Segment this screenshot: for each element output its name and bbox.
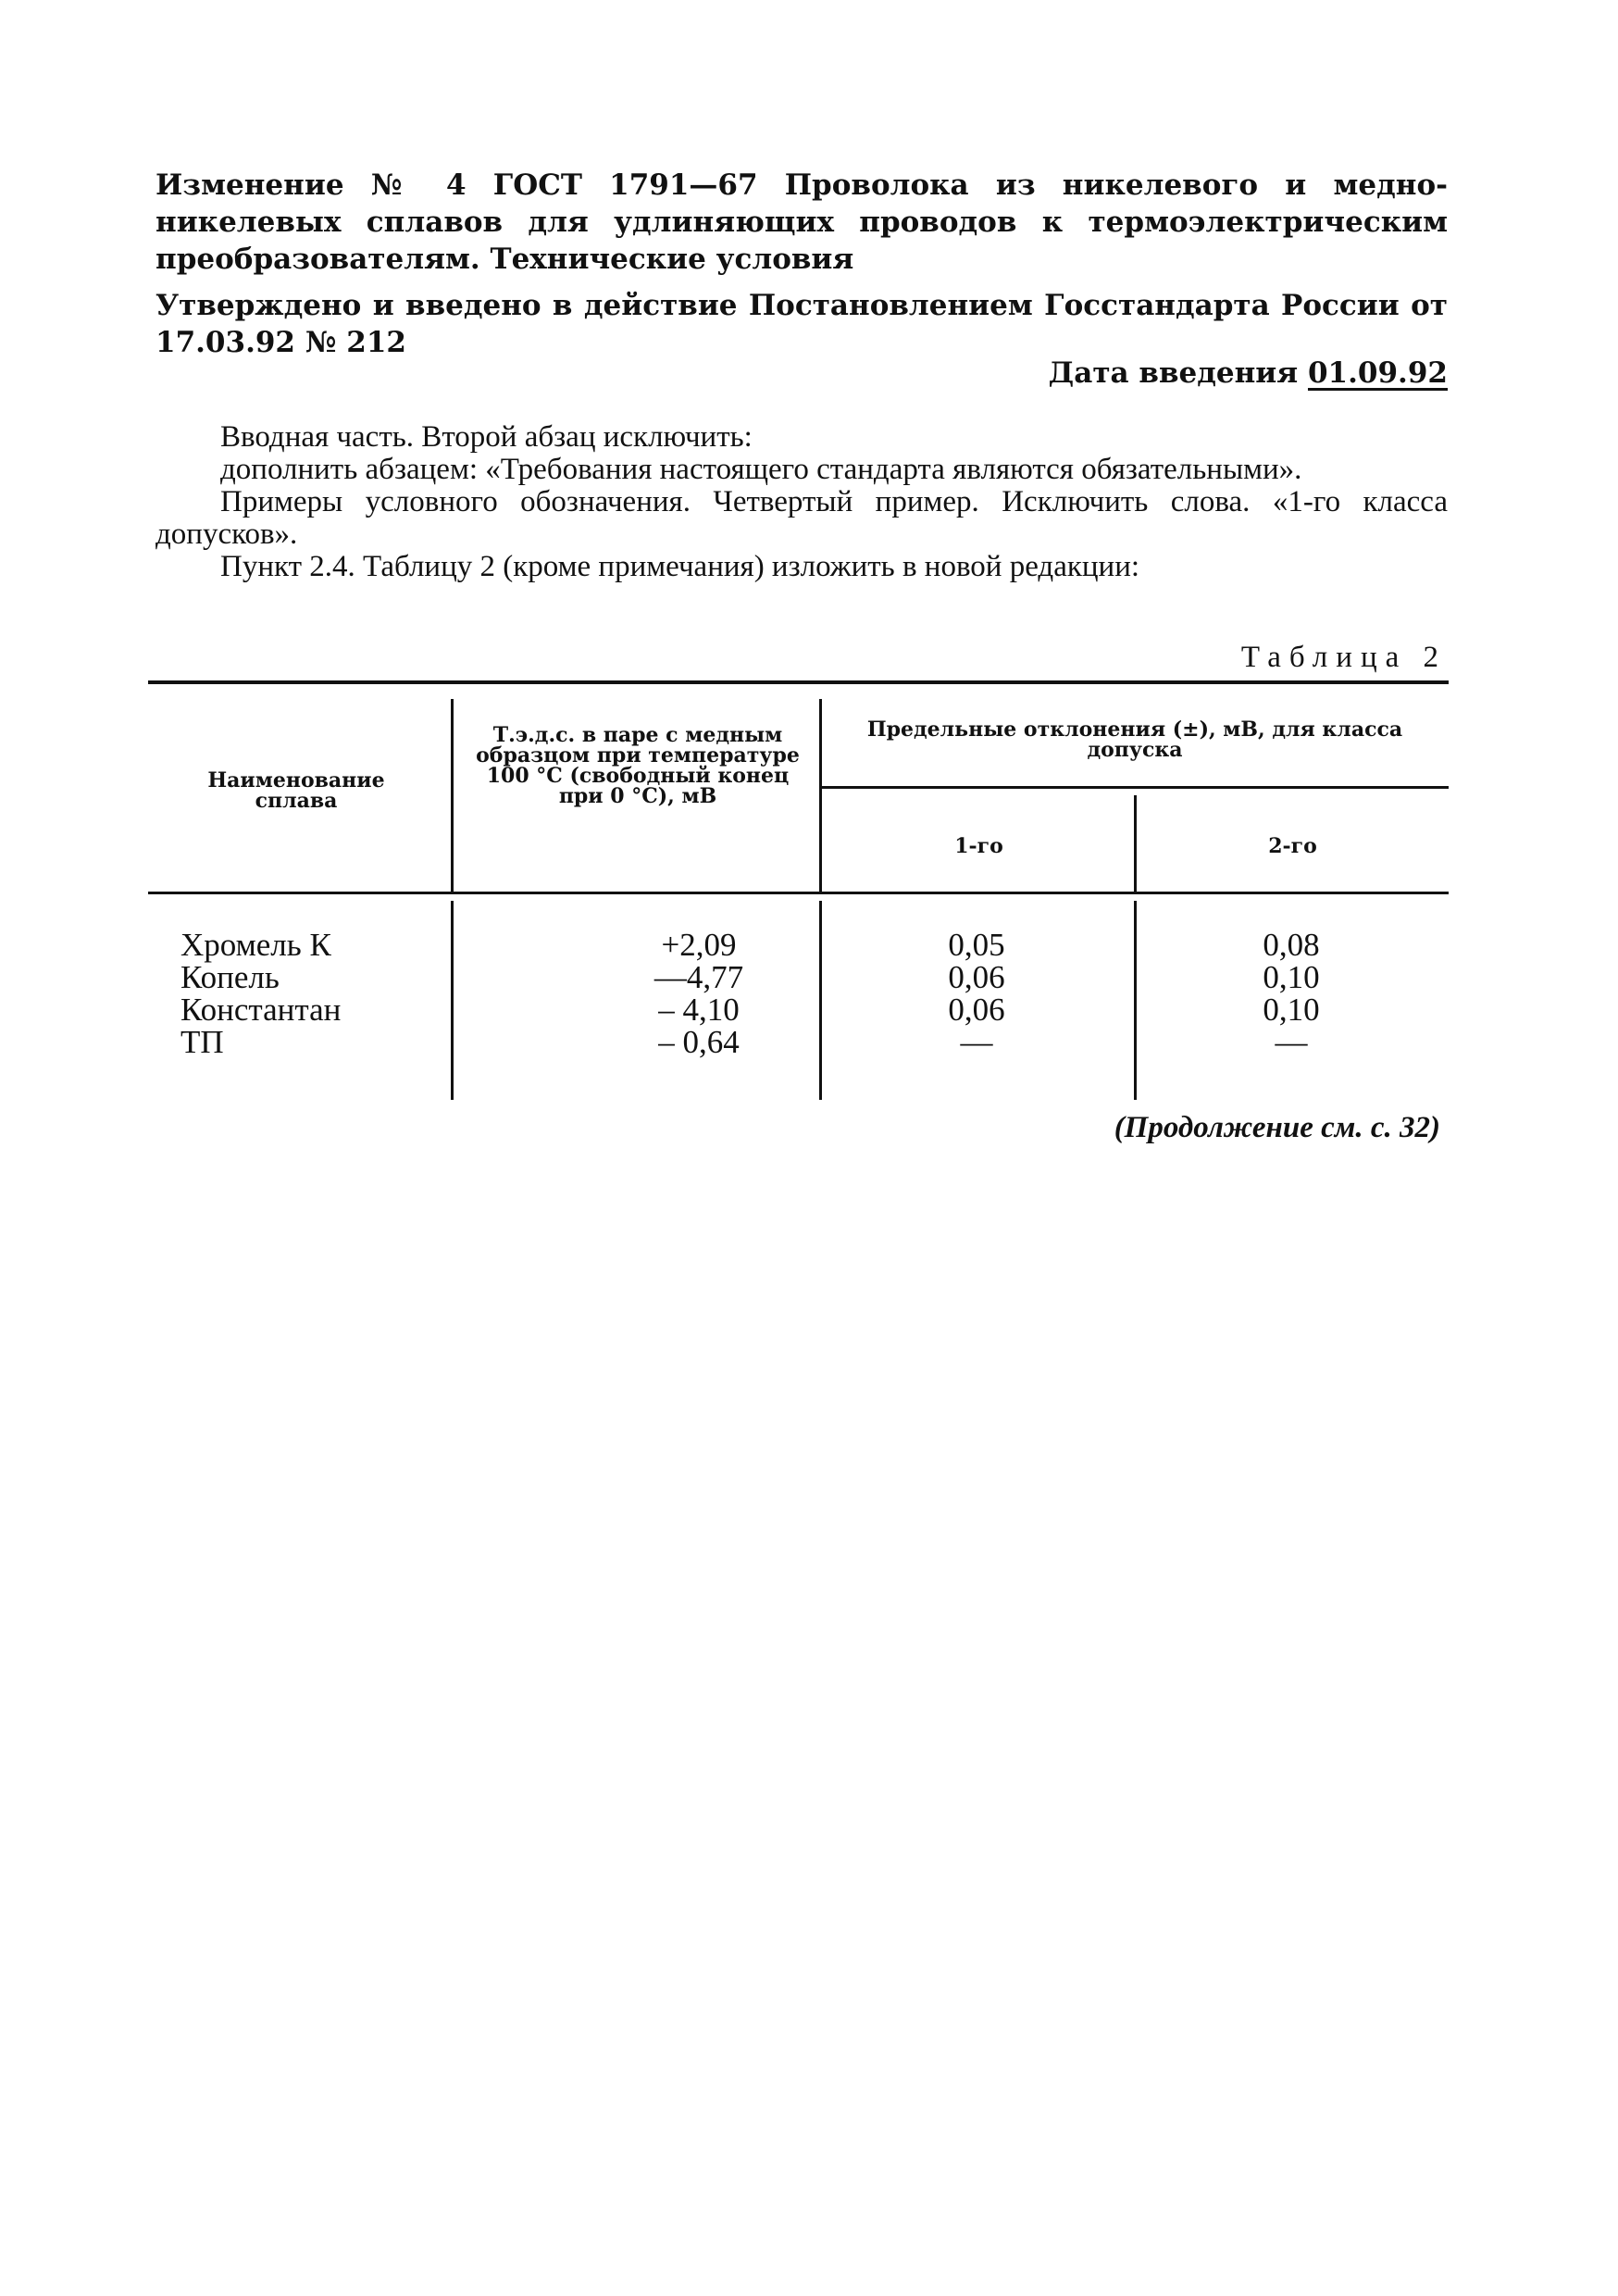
table-subheader-rule [822,786,1449,789]
row-1-class1: 0,05 [948,927,1005,963]
row-4-class1: — [960,1024,993,1060]
effective-date [1049,355,1448,392]
header-alloy-name: Наименование сплава [207,768,385,813]
table-header-bottom-rule [148,892,1449,894]
row-2-name: Копель [180,959,280,995]
amendment-text [156,421,1448,583]
header-class-1: 1-го [954,834,1003,858]
table-vrule-1-header [451,699,454,892]
row-4-class2: — [1275,1024,1308,1060]
row-3-name: Константан [180,992,342,1028]
continuation-note: (Продолжение см. с. 32) [1114,1111,1440,1144]
paragraph-examples: Примеры условного обозначения. Четвертый пример. Исключить слова. «1-го класса допусков». [156,485,1448,551]
row-3-class1: 0,06 [948,992,1005,1028]
effective-date-value: 01.09.92 [1307,356,1448,390]
effective-date-label: Дата введения [1048,356,1299,390]
row-2-class1: 0,06 [948,959,1005,995]
document-title: Изменение № 4 ГОСТ 1791—67 Проволока из никелевого и медно-никелевых сплавов для удлиняющих проводов к термоэлектрическим преобразователям. Технические условия [156,168,1448,276]
table-vrule-1-body [451,901,454,1100]
table-vrule-2-header [819,699,822,892]
row-4-name: ТП [180,1024,224,1060]
row-3-emf: – 4,10 [658,992,740,1028]
table-caption: Таблица 2 [1240,641,1447,674]
row-3-class2: 0,10 [1263,992,1320,1028]
header-deviation: Предельные отклонения (±), мВ, для класса допуска [866,718,1403,762]
header-emf: Т.э.д.с. в паре с медным образцом при температуре 100 °С (свободный конец при 0 °С), мВ [476,723,800,808]
row-1-class2: 0,08 [1263,927,1320,963]
row-1-emf: +2,09 [661,927,737,963]
alloy-table [148,680,1449,1102]
table-vrule-2-body [819,901,822,1100]
paragraph-table-ref: Пункт 2.4. Таблицу 2 (кроме примечания) изложить в новой редакции: [220,550,1140,583]
row-4-emf: – 0,64 [658,1024,740,1060]
row-2-emf: —4,77 [653,959,744,995]
table-vrule-3-body [1134,901,1137,1100]
approval-statement: Утверждено и введено в действие Постановлением Госстандарта России от 17.03.92 № 212 [156,289,1448,359]
paragraph-intro: Вводная часть. Второй абзац исключить: [220,420,753,454]
header-class-2: 2-го [1268,834,1317,858]
row-2-class2: 0,10 [1263,959,1320,995]
table-top-rule [148,680,1449,684]
paragraph-addition: дополнить абзацем: «Требования настоящего стандарта являются обязательными». [220,453,1302,486]
row-1-name: Хромель К [180,927,331,963]
